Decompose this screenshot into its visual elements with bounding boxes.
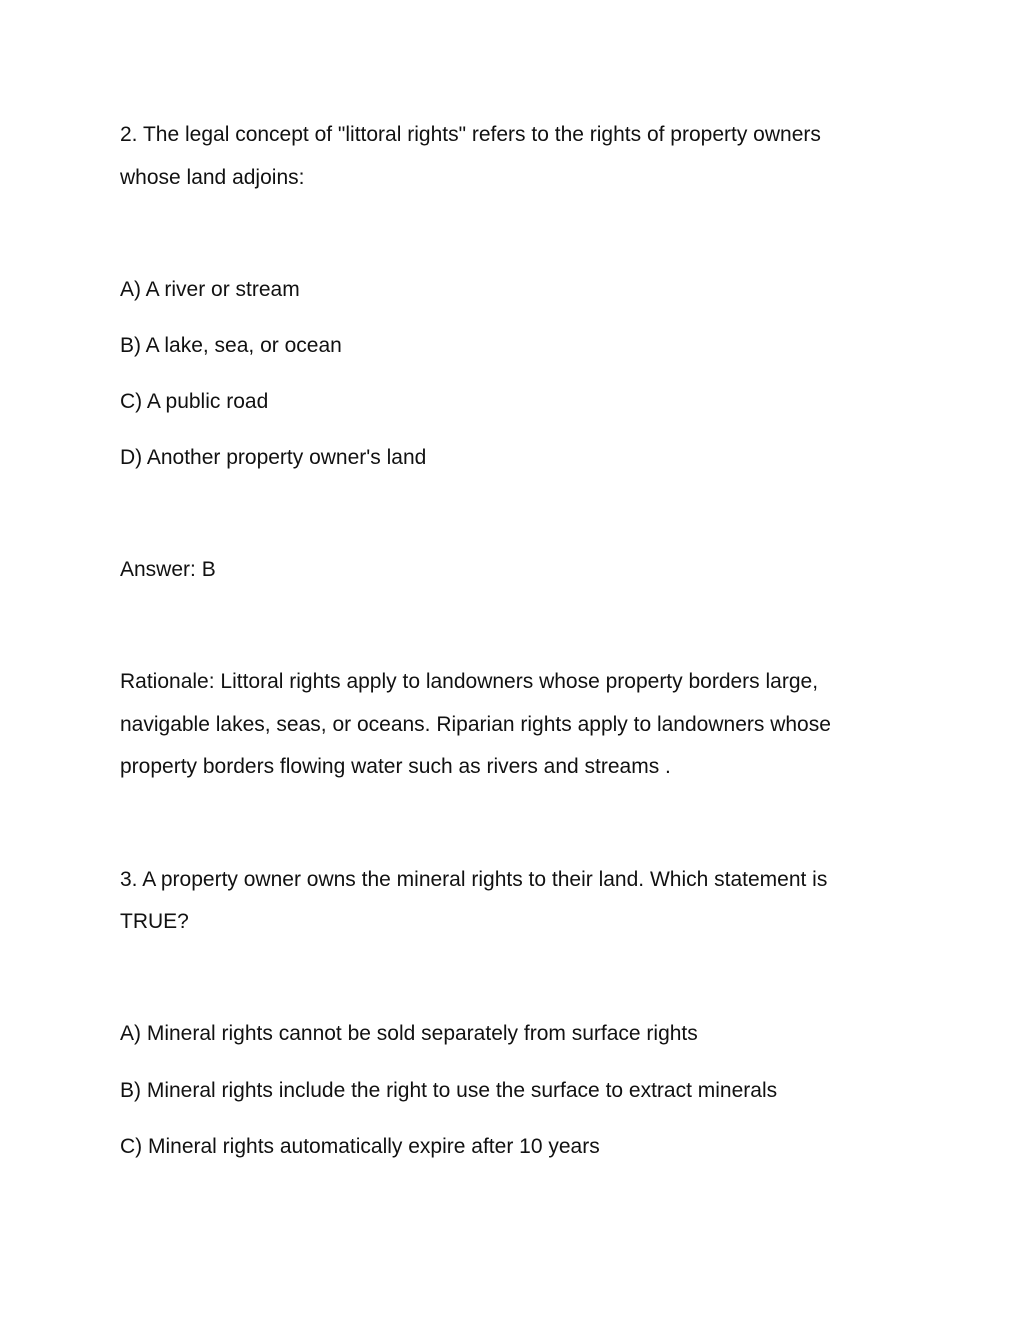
question-2-option-b: B) A lake, sea, or ocean [120,334,342,357]
question-2-rationale-line-3: property borders flowing water such as rivers and streams . [120,755,671,778]
question-2-stem-line-2: whose land adjoins: [120,166,305,189]
question-2-option-a: A) A river or stream [120,278,300,301]
question-3-stem-line-1: 3. A property owner owns the mineral rights to their land. Which statement is [120,868,828,891]
question-2-option-c: C) A public road [120,390,269,413]
question-3-option-c: C) Mineral rights automatically expire after 10 years [120,1135,600,1158]
question-2-answer: Answer: B [120,558,216,581]
question-3-option-a: A) Mineral rights cannot be sold separately from surface rights [120,1022,698,1045]
question-3-option-b: B) Mineral rights include the right to use the surface to extract minerals [120,1079,778,1102]
question-2-option-d: D) Another property owner's land [120,446,427,469]
question-2-rationale-line-1: Rationale: Littoral rights apply to landowners whose property borders large, [120,670,819,693]
question-2-stem-line-1: 2. The legal concept of "littoral rights" refers to the rights of property owners [120,123,821,146]
question-2-rationale-line-2: navigable lakes, seas, or oceans. Riparian rights apply to landowners whose [120,713,831,736]
question-3-stem-line-2: TRUE? [120,910,189,933]
